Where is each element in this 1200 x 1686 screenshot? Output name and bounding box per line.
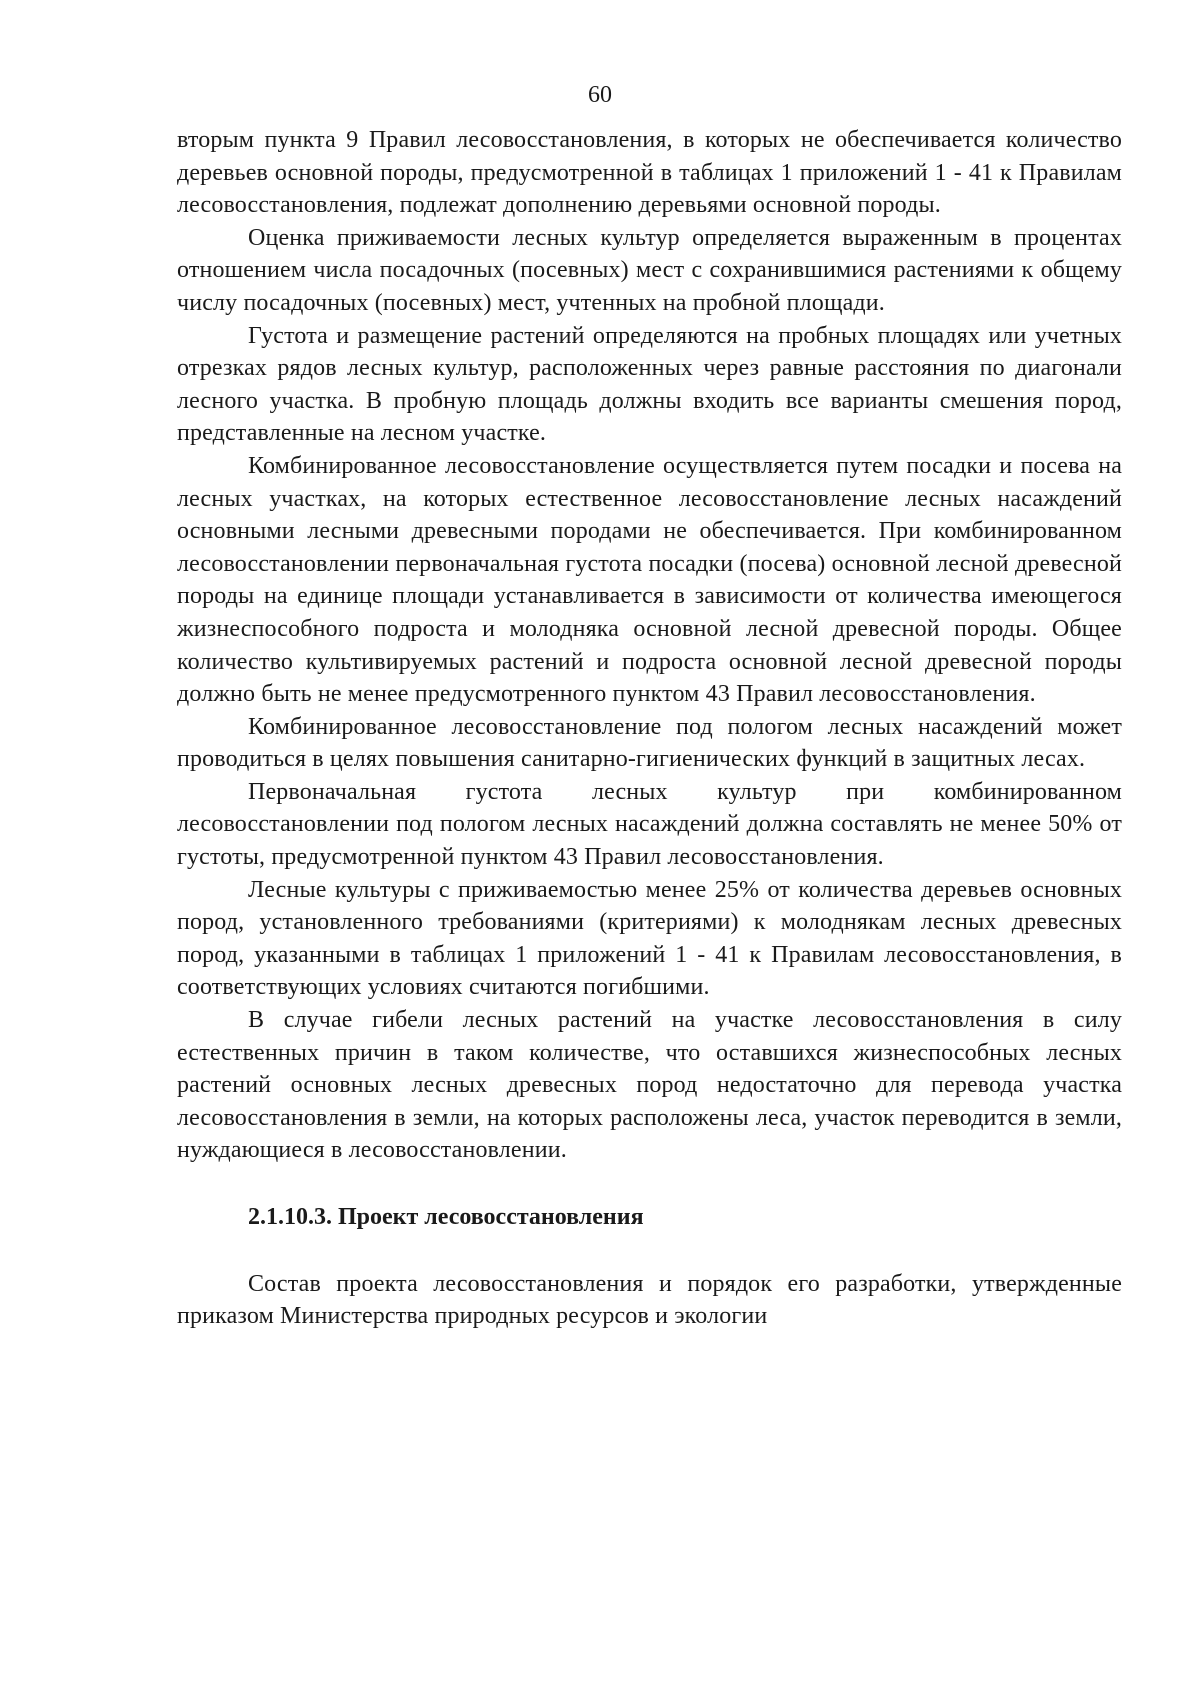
paragraph-dead-cultures: Лесные культуры с приживаемостью менее 25% от количества деревьев основных пород, установленного требованиями (критериями) к молоднякам лесных древесных пород, указанными в таблицах 1 приложений 1 - 41 к Правилам лесовосстановления, в соответствующих условиях считаются погибшими. xyxy=(177,876,1122,1001)
paragraph-initial-density: Первоначальная густота лесных культур при комбинированном лесовосстановлении под пологом лесных насаждений должна составлять не менее 50% от густоты, предусмотренной пунктом 43 Правил лесовосстановления. xyxy=(177,778,1122,871)
paragraph-under-canopy: Комбинированное лесовосстановление под пологом лесных насаждений может проводиться в целях повышения санитарно-гигиенических функций в защитных лесах. xyxy=(177,713,1122,773)
paragraph-project-composition: Состав проекта лесовосстановления и порядок его разработки, утвержденные приказом Министерства природных ресурсов и экологии xyxy=(177,1270,1122,1330)
section-heading: 2.1.10.3. Проект лесовосстановления xyxy=(248,1204,644,1230)
paragraph-density-placement: Густота и размещение растений определяются на пробных площадях или учетных отрезках рядов лесных культур, расположенных через равные расстояния по диагонали лесного участка. В пробную площадь должны входить все варианты смешения пород, представленные на лесном участке. xyxy=(177,322,1122,447)
paragraph-continuation: вторым пункта 9 Правил лесовосстановления, в которых не обеспечивается количество деревьев основной породы, предусмотренной в таблицах 1 приложений 1 - 41 к Правилам лесовосстановления, подлежат дополнению деревьями основной породы. xyxy=(177,127,1122,219)
paragraph-plant-loss: В случае гибели лесных растений на участке лесовосстановления в силу естественных причин в таком количестве, что оставшихся жизнеспособных лесных растений основных лесных древесных пород недостаточно для перевода участка лесовосстановления в земли, на которых расположены леса, участок переводится в земли, нуждающиеся в лесовосстановлении. xyxy=(177,1007,1122,1164)
paragraph-combined-reforestation: Комбинированное лесовосстановление осуществляется путем посадки и посева на лесных участках, на которых естественное лесовосстановление лесных насаждений основными лесными древесными породами не обеспечивается. При комбинированном лесовосстановлении первоначальная густота посадки (посева) основной лесной древесной породы на единице площади устанавливается в зависимости от количества имеющегося жизнеспособного подроста и молодняка основной лесной древесной породы. Общее количество культивируемых растений и подроста основной лесной древесной породы должно быть не менее предусмотренного пунктом 43 Правил лесовосстановления. xyxy=(177,452,1122,708)
paragraph-survival-assessment: Оценка приживаемости лесных культур определяется выраженным в процентах отношением числа посадочных (посевных) мест с сохранившимися растениями к общему числу посадочных (посевных) мест, учтенных на пробной площади. xyxy=(177,224,1122,316)
page-number: 60 xyxy=(588,82,612,108)
document-body xyxy=(177,124,1122,1333)
